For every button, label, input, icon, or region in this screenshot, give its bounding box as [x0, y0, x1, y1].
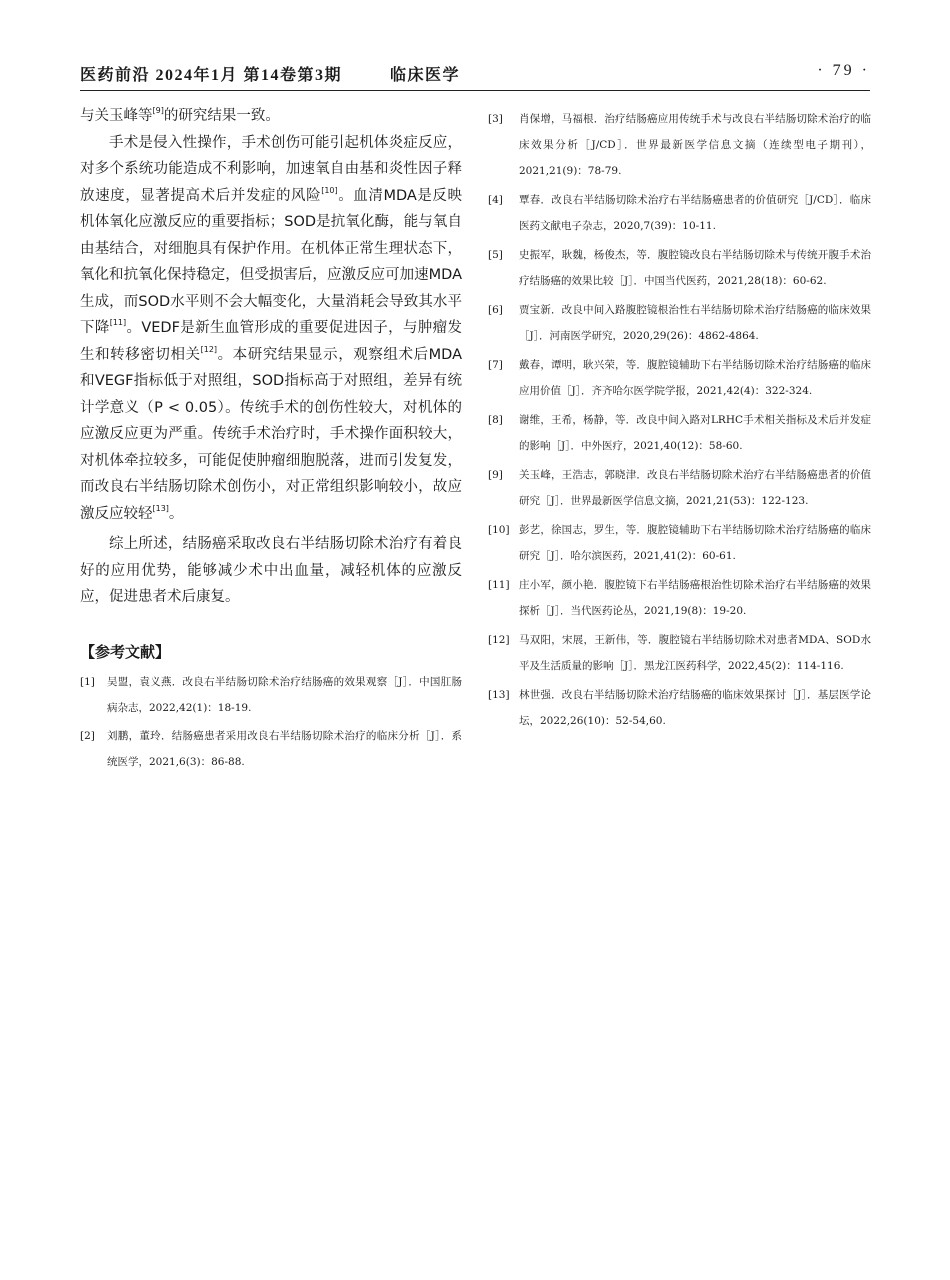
- section-name: 临床医学: [390, 67, 461, 84]
- references-heading: 【参考文献】: [80, 642, 171, 661]
- reference-item: [5] 史振军，耿魏，杨俊杰，等．腹腔镜改良右半结肠切除术与传统开腹手术治疗结肠癌的效果比较［J］．中国当代医药，2021,28(18)：60-62.: [488, 249, 871, 287]
- running-header: [80, 62, 870, 88]
- reference-item: [3] 肖保增，马福根．治疗结肠癌应用传统手术与改良右半结肠切除术治疗的临床效果分析［J/CD］．世界最新医学信息文摘（连续型电子期刊），2021,21(9)：78-79.: [488, 113, 871, 177]
- paragraph-3: 综上所述，结肠癌采取改良右半结肠切除术治疗有着良好的应用优势，能够减少术中出血量，减轻机体的应激反应，促进患者术后康复。: [80, 536, 462, 605]
- journal-issue: 医药前沿 2024年1月 第14卷第3期: [80, 67, 343, 84]
- reference-item: [7] 戴春，谭明，耿兴荣，等．腹腔镜辅助下右半结肠切除术治疗结肠癌的临床应用价值［J］．齐齐哈尔医学院学报，2021,42(4)：322-324.: [488, 359, 871, 397]
- citation: [10]: [321, 185, 338, 195]
- citation: [9]: [152, 106, 164, 115]
- header-rule: [80, 90, 870, 91]
- left-column: [80, 103, 462, 777]
- citation: [13]: [152, 503, 169, 513]
- reference-item: [10] 彭艺，徐国志，罗生，等．腹腔镜辅助下右半结肠切除术治疗结肠癌的临床研究［J］．哈尔滨医药，2021,41(2)：60-61.: [488, 524, 871, 562]
- citation: [12]: [200, 344, 218, 354]
- reference-item: [6] 贾宝新．改良中间入路腹腔镜根治性右半结肠切除术治疗结肠癌的临床效果［J］．河南医学研究，2020,29(26)：4862-4864.: [488, 304, 871, 342]
- reference-item: [13] 林世强．改良右半结肠切除术治疗结肠癌的临床效果探讨［J］．基层医学论坛，2022,26(10)：52-54,60.: [488, 689, 871, 727]
- reference-item: [8] 谢维，王希，杨静，等．改良中间入路对LRHC手术相关指标及术后并发症的影响［J］．中外医疗，2021,40(12)：58-60.: [488, 414, 871, 452]
- paragraph-2: 手术是侵入性操作，手术创伤可能引起机体炎症反应，对多个系统功能造成不利影响，加速氧自由基和炎性因子释放速度，显著提高术后并发症的风险[10]。血清MDA是反映机体氧化应激反应的重要指标；SOD是抗氧化酶，能与氧自由基结合，对细胞具有保护作用。在机体正常生理状态下，氧化和抗氧化保持稳定，但受损害后，应激反应可加速MDA生成，而SOD水平则不会大幅变化，大量消耗会导致其水平下降[11]。VEDF是新生血管形成的重要促进因子，与肿瘤发生和转移密切相关[12]。本研究结果显示，观察组术后MDA和VEGF指标低于对照组，SOD指标高于对照组，差异有统计学意义（P < 0.05）。传统手术的创伤性较大，对机体的应激反应更为严重。传统手术治疗时，手术操作面积较大，对机体牵拉较多，可能促使肿瘤细胞脱落，进而引发复发，而改良右半结肠切除术创伤小，对正常组织影响较小，故应激反应较轻[13]。: [80, 134, 463, 522]
- right-column: [488, 106, 871, 737]
- reference-item: [12] 马双阳，宋展，王新伟，等．腹腔镜右半结肠切除术对患者MDA、SOD水平及生活质量的影响［J］．黑龙江医药科学，2022,45(2)：114-116.: [488, 634, 871, 672]
- page-number: · 79 ·: [817, 62, 870, 79]
- reference-item: [4] 覃春．改良右半结肠切除术治疗右半结肠癌患者的价值研究［J/CD］．临床医药文献电子杂志，2020,7(39)：10-11.: [488, 194, 871, 232]
- reference-item: [11] 庄小军，颜小艳．腹腔镜下右半结肠癌根治性切除术治疗右半结肠癌的效果探析［J］．当代医药论丛，2021,19(8)：19-20.: [488, 579, 871, 617]
- reference-item: [9] 关玉峰，王浩志，郭晓津．改良右半结肠切除术治疗右半结肠癌患者的价值研究［J］．世界最新医学信息文摘，2021,21(53)：122-123.: [488, 469, 871, 507]
- citation: [11]: [109, 318, 127, 327]
- reference-item: [2] 刘鹏，董玲．结肠癌患者采用改良右半结肠切除术治疗的临床分析［J］．系统医学，2021,6(3)：86-88.: [80, 729, 462, 768]
- paragraph-1: 与关玉峰等[9]的研究结果一致。: [80, 106, 280, 124]
- reference-item: [1] 吴盟，袁义燕．改良右半结肠切除术治疗结肠癌的效果观察［J］．中国肛肠病杂志，2022,42(1)：18-19.: [80, 675, 462, 714]
